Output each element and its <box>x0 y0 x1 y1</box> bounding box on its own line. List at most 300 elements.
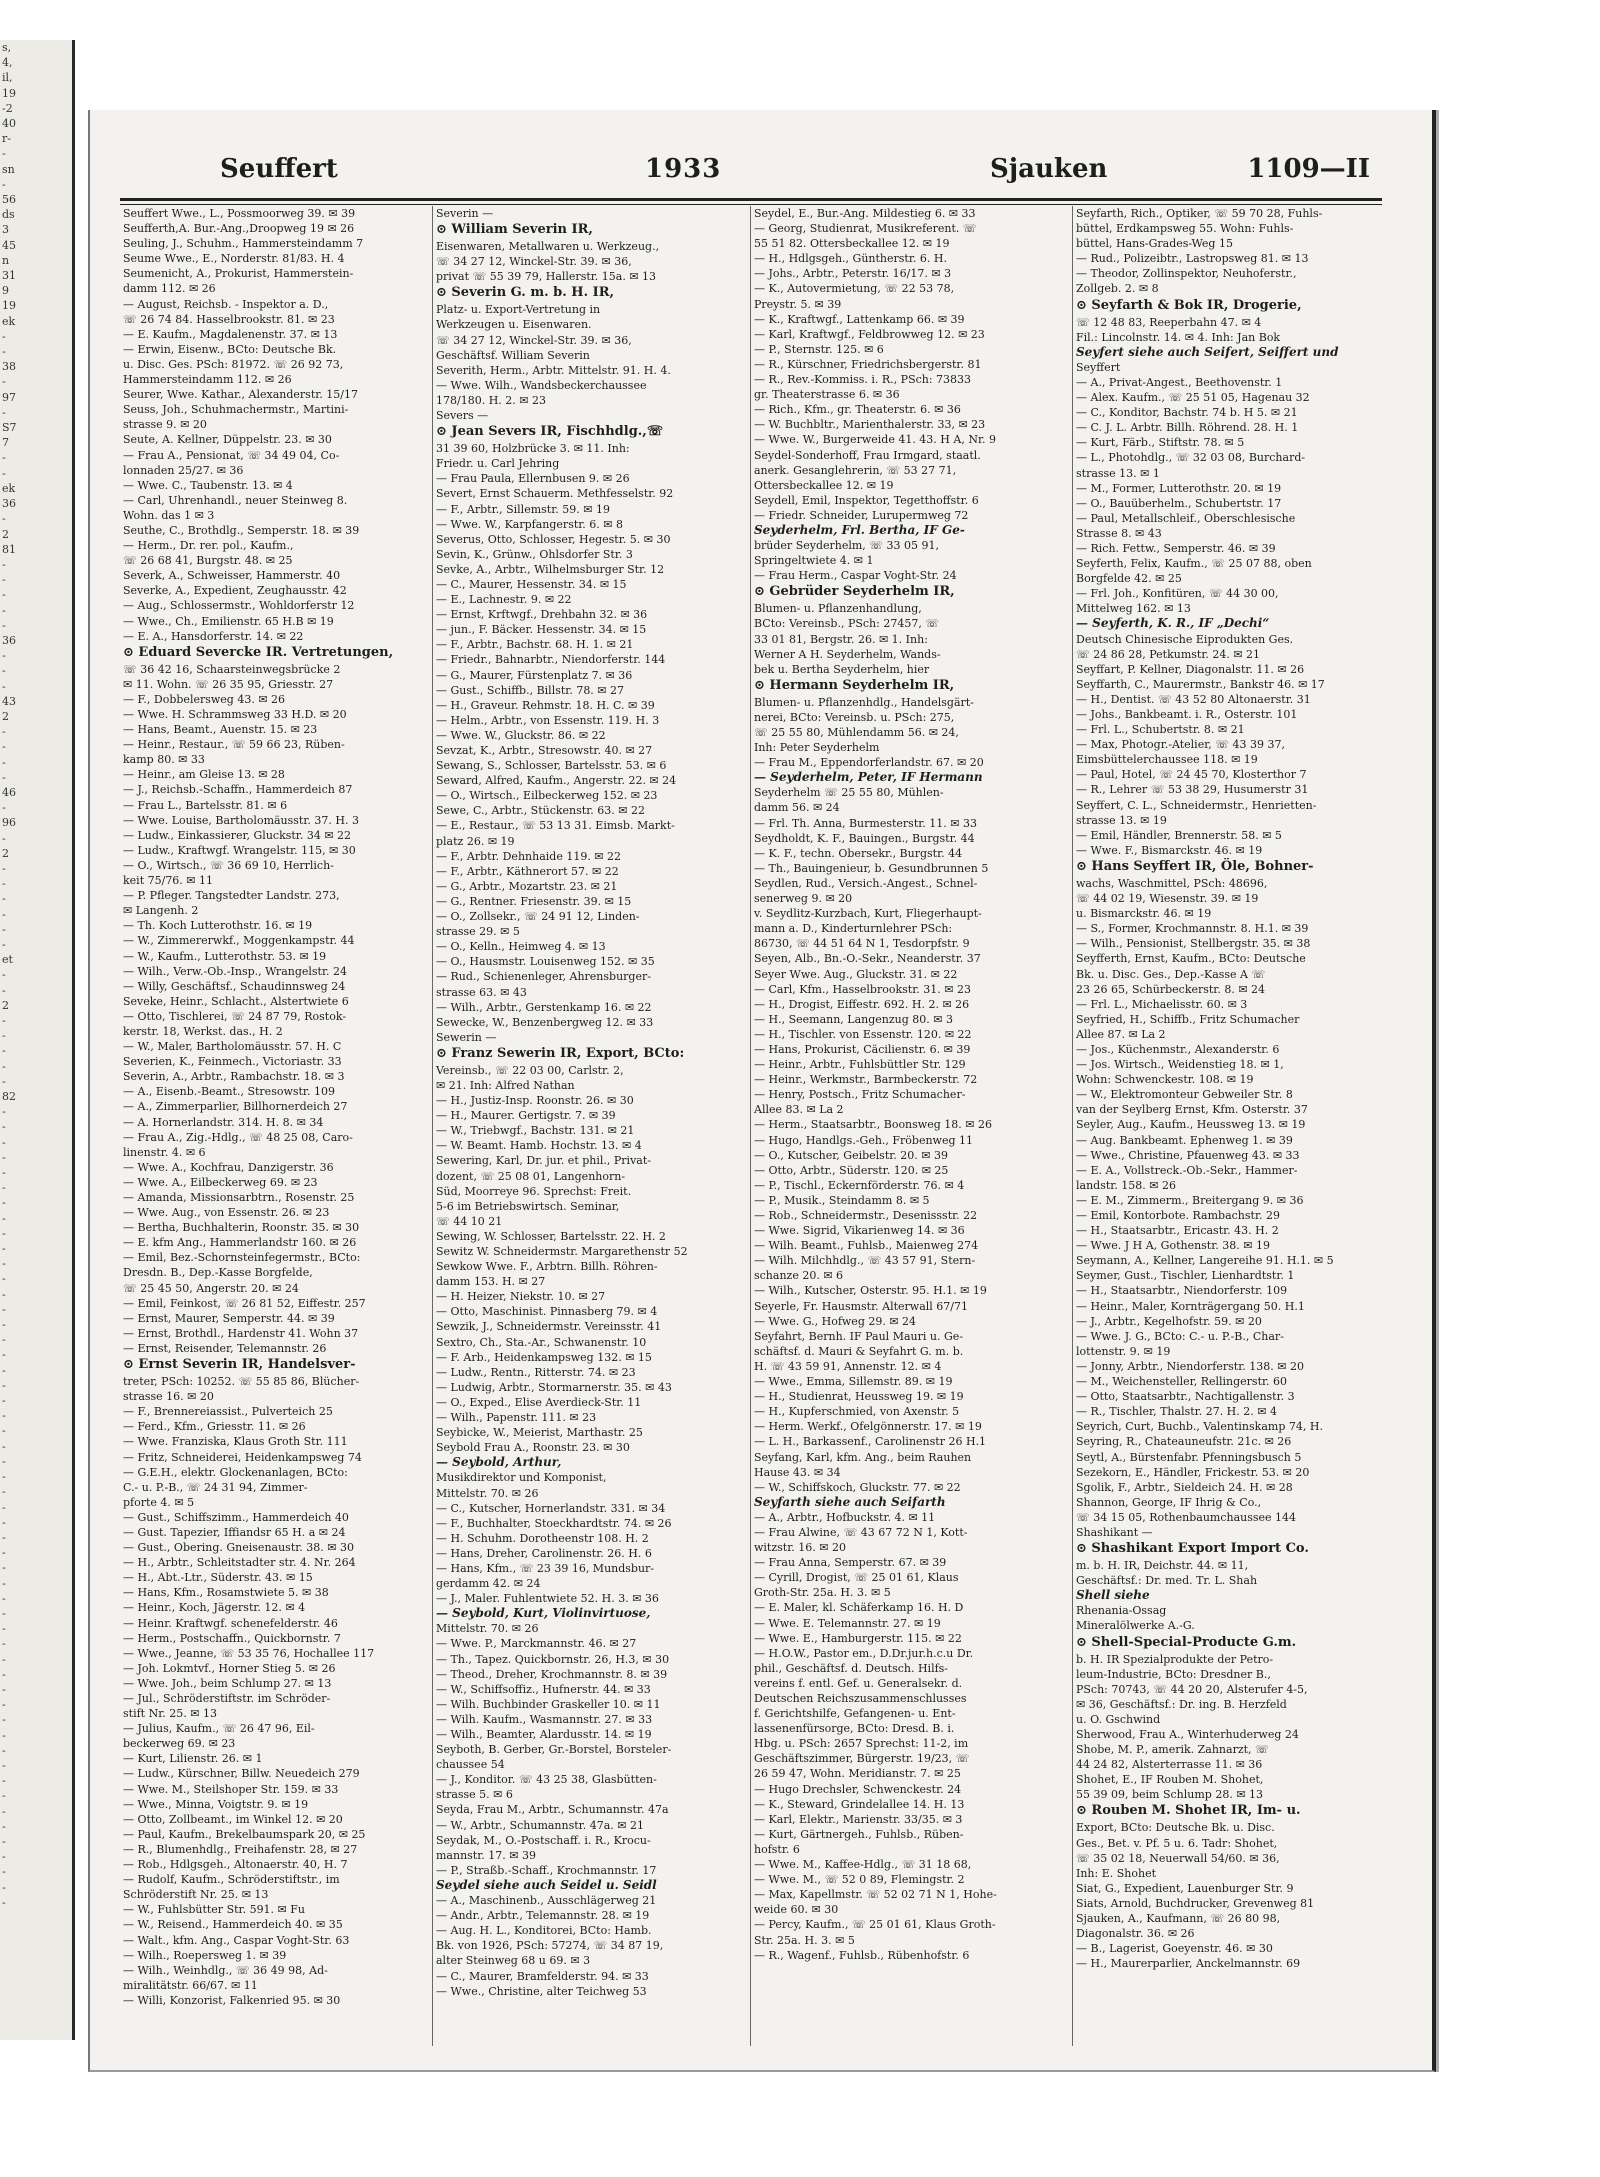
directory-entry: Str. 25a. H. 3. ✉ 5 <box>754 1933 855 1947</box>
directory-entry: — W., Triebwgf., Bachstr. 131. ✉ 21 <box>436 1124 635 1138</box>
previous-page-fragment: - <box>2 177 6 191</box>
previous-page-fragment: - <box>2 1059 6 1073</box>
directory-entry: — Ernst, Maurer, Semperstr. 44. ✉ 39 <box>123 1311 335 1325</box>
directory-entry: — Wwe., Minna, Voigtstr. 9. ✉ 19 <box>123 1797 309 1811</box>
previous-page-fragment: - <box>2 1637 6 1651</box>
previous-page-fragment: - <box>2 405 6 419</box>
directory-entry: — Frau L., Bartelsstr. 81. ✉ 6 <box>123 798 288 812</box>
directory-entry: — Th., Tapez. Quickbornstr. 26, H.3, ✉ 30 <box>436 1652 670 1666</box>
directory-entry: — O., Hausmstr. Louisenweg 152. ✉ 35 <box>436 955 655 969</box>
directory-entry: — E. A., Hansdorferstr. 14. ✉ 22 <box>123 629 304 643</box>
directory-entry: ☏ 44 10 21 <box>436 1214 503 1228</box>
directory-entry: — Wwe. W., Gluckstr. 86. ✉ 22 <box>436 728 606 742</box>
directory-entry: — W., Schiffskoch, Gluckstr. 77. ✉ 22 <box>754 1480 961 1494</box>
directory-entry: Seyler, Aug., Kaufm., Heussweg 13. ✉ 19 <box>1076 1118 1306 1132</box>
directory-entry: — J., Maler. Fuhlentwiete 52. H. 3. ✉ 36 <box>436 1592 659 1606</box>
directory-entry: Sewecke, W., Benzenbergweg 12. ✉ 33 <box>436 1015 654 1029</box>
directory-entry: — Wwe. Wilh., Wandsbeckerchaussee <box>436 378 647 392</box>
directory-entry: — Ernst, Krftwgf., Drehbahn 32. ✉ 36 <box>436 608 648 622</box>
directory-entry: Allee 83. ✉ La 2 <box>754 1103 844 1117</box>
directory-entry: — Wwe. C., Taubenstr. 13. ✉ 4 <box>123 478 293 492</box>
directory-entry: — Wwe. M., Kaffee-Hdlg., ☏ 31 18 68, <box>754 1858 972 1872</box>
directory-entry: ⊙ Jean Severs IR, Fischhdlg.,☏ <box>436 424 664 440</box>
directory-entry: — O., Wirtsch., ☏ 36 69 10, Herrlich- <box>123 858 334 872</box>
directory-entry: — Wwe. E., Hamburgerstr. 115. ✉ 22 <box>754 1631 962 1645</box>
directory-entry: ⊙ Seyfarth & Bok IR, Drogerie, <box>1076 297 1302 313</box>
previous-page-fragment: - <box>2 1850 6 1864</box>
directory-entry: — H., Studienrat, Heussweg 19. ✉ 19 <box>754 1390 964 1404</box>
previous-page-fragment: - <box>2 1606 6 1620</box>
directory-entry: — F., Dobbelersweg 43. ✉ 26 <box>123 692 286 706</box>
header-first-entry: Seuffert <box>220 154 338 184</box>
directory-entry: — P., Straßb.-Schaff., Krochmannstr. 17 <box>436 1863 657 1877</box>
directory-entry: — Wilh., Weinhdlg., ☏ 36 49 98, Ad- <box>123 1963 328 1977</box>
directory-entry: Wohn: Schwenckestr. 108. ✉ 19 <box>1076 1073 1254 1087</box>
previous-page-fragment: - <box>2 451 6 465</box>
directory-entry: — Kurt, Gärtnergeh., Fuhlsb., Rüben- <box>754 1827 964 1841</box>
directory-entry: — Georg, Studienrat, Musikreferent. ☏ <box>754 222 977 236</box>
directory-entry: — F., Arbtr. Dehnhaide 119. ✉ 22 <box>436 849 622 863</box>
directory-entry: Sewang, S., Schlosser, Bartelsstr. 53. ✉ 6 <box>436 759 667 773</box>
directory-entry: — W., Kaufm., Lutterothstr. 53. ✉ 19 <box>123 949 327 963</box>
directory-entry: — W., Zimmererwkf., Moggenkampstr. 44 <box>123 934 355 948</box>
previous-page-fragment: 45 <box>2 238 16 252</box>
directory-entry: — Kurt, Lilienstr. 26. ✉ 1 <box>123 1752 263 1766</box>
previous-page-fragment: - <box>2 1500 6 1514</box>
previous-page-fragment: - <box>2 1485 6 1499</box>
directory-entry: — Frau Herm., Caspar Voght-Str. 24 <box>754 569 957 583</box>
previous-page-fragment: - <box>2 1333 6 1347</box>
directory-entry: — P. Pfleger. Tangstedter Landstr. 273, <box>123 889 340 903</box>
directory-entry: Seyring, R., Chateauneufstr. 21c. ✉ 26 <box>1076 1435 1292 1449</box>
directory-entry: — P., Musik., Steindamm 8. ✉ 5 <box>754 1193 930 1207</box>
directory-entry: — Frl. L., Michaelisstr. 60. ✉ 3 <box>1076 997 1248 1011</box>
directory-entry: — Ludw., Kürschner, Billw. Neuedeich 279 <box>123 1767 360 1781</box>
directory-entry: — Wilh., Beamter, Alardusstr. 14. ✉ 19 <box>436 1728 652 1741</box>
directory-entry: — Gust., Schiffb., Billstr. 78. ✉ 27 <box>436 683 625 697</box>
directory-entry: Seyfarth siehe auch Seifarth <box>754 1494 946 1509</box>
directory-entry: C.- u. P.-B., ☏ 24 31 94, Zimmer- <box>123 1480 308 1494</box>
previous-page-fragment: - <box>2 1743 6 1757</box>
directory-entry: beckerweg 69. ✉ 23 <box>123 1737 236 1751</box>
previous-page-fragment: - <box>2 1211 6 1225</box>
directory-entry: ⊙ Severin G. m. b. H. IR, <box>436 285 615 301</box>
directory-entry: v. Seydlitz-Kurzbach, Kurt, Fliegerhaupt- <box>754 907 982 921</box>
previous-page-fragment: - <box>2 649 6 663</box>
previous-page-fragment: - <box>2 1014 6 1027</box>
directory-entry: — H., Dentist. ☏ 43 52 80 Altonaerstr. 31 <box>1076 692 1311 706</box>
directory-entry: Ottersbeckallee 12. ✉ 19 <box>754 478 894 492</box>
directory-entry: — Johs., Arbtr., Peterstr. 16/17. ✉ 3 <box>754 267 952 281</box>
previous-page-fragment: - <box>2 1424 6 1438</box>
column-2 <box>432 206 733 2046</box>
previous-page-fragment: 2 <box>2 527 9 541</box>
previous-page-fragment: - <box>2 1804 6 1818</box>
directory-entry: — Rob., Hdlgsgeh., Altonaerstr. 40, H. 7 <box>123 1858 348 1872</box>
directory-entry: Severk, A., Schweisser, Hammerstr. 40 <box>123 569 341 583</box>
directory-entry: — Th. Koch Lutterothstr. 16. ✉ 19 <box>123 919 313 933</box>
directory-entry: — Herm. Werkf., Ofelgönnerstr. 17. ✉ 19 <box>754 1420 982 1434</box>
directory-entry: schanze 20. ✉ 6 <box>754 1269 844 1283</box>
directory-entry: ⊙ William Severin IR, <box>436 222 593 238</box>
directory-entry: Sevin, K., Grünw., Ohlsdorfer Str. 3 <box>436 547 633 561</box>
directory-entry: Blumen- u. Pflanzenhandlung, <box>754 602 922 616</box>
previous-page-fragment: - <box>2 1394 6 1408</box>
directory-entry: — F., Arbtr., Sillemstr. 59. ✉ 19 <box>436 502 610 516</box>
directory-entry: — E. M., Zimmerm., Breitergang 9. ✉ 36 <box>1076 1193 1304 1207</box>
column-3 <box>750 206 1051 2046</box>
directory-entry: Seyboth, B. Gerber, Gr.-Borstel, Borsteler- <box>436 1743 672 1757</box>
directory-entry: — Wwe. E. Telemannstr. 27. ✉ 19 <box>754 1616 941 1630</box>
directory-entry: — Heinr., am Gleise 13. ✉ 28 <box>123 768 285 782</box>
directory-entry: — A., Arbtr., Hofbuckstr. 4. ✉ 11 <box>754 1510 936 1524</box>
directory-entry: Seydak, M., O.-Postschaff. i. R., Krocu- <box>436 1833 651 1847</box>
directory-entry: Shannon, George, IF Ihrig & Co., <box>1076 1495 1262 1509</box>
directory-entry: Sjauken, A., Kaufmann, ☏ 26 80 98, <box>1076 1912 1281 1926</box>
directory-entry: — Carl, Uhrenhandl., neuer Steinweg 8. <box>123 493 348 507</box>
previous-page-fragment: - <box>2 557 6 571</box>
directory-entry: — Friedr., Bahnarbtr., Niendorferstr. 144 <box>436 653 666 667</box>
directory-entry: — Wilh. Milchhdlg., ☏ 43 57 91, Stern- <box>754 1254 976 1268</box>
directory-entry: — Paul, Metallschleif., Oberschlesische <box>1076 511 1296 525</box>
directory-entry: — Heinr., Maler, Kornträgergang 50. H.1 <box>1076 1299 1305 1313</box>
directory-entry: — Ernst, Reisender, Telemannstr. 26 <box>123 1341 327 1355</box>
directory-entry: Seyffert, C. L., Schneidermstr., Henrietten- <box>1076 798 1317 812</box>
directory-entry: — Max, Photogr.-Atelier, ☏ 43 39 37, <box>1076 738 1285 752</box>
directory-entry: — Frl. Th. Anna, Burmesterstr. 11. ✉ 33 <box>754 816 977 830</box>
directory-entry: Seyer Wwe. Aug., Gluckstr. 31. ✉ 22 <box>754 967 958 981</box>
directory-entry: 26 59 47, Wohn. Meridianstr. 7. ✉ 25 <box>754 1767 961 1781</box>
directory-entry: — Frau M., Eppendorferlandstr. 67. ✉ 20 <box>754 756 984 770</box>
directory-entry: — Ernst, Brothdl., Hardenstr 41. Wohn 37 <box>123 1326 359 1340</box>
directory-entry: — Karl, Kraftwgf., Feldbrowweg 12. ✉ 23 <box>754 327 985 341</box>
directory-entry: — G., Arbtr., Mozartstr. 23. ✉ 21 <box>436 879 618 893</box>
directory-entry: — G.E.H., elektr. Glockenanlagen, BCto: <box>123 1465 348 1479</box>
previous-page-fragment: - <box>2 1774 6 1788</box>
directory-entry: — Jul., Schröderstiftstr. im Schröder- <box>123 1692 331 1705</box>
directory-entry: lassenenfürsorge, BCto: Dresd. B. i. <box>754 1722 955 1736</box>
directory-entry: — H.O.W., Pastor em., D.Dr.jur.h.c.u Dr. <box>754 1646 974 1660</box>
directory-entry: — F., Arbtr., Käthnerort 57. ✉ 22 <box>436 864 619 878</box>
directory-entry: — Wilh., Roepersweg 1. ✉ 39 <box>123 1948 287 1962</box>
directory-entry: ✉ Langenh. 2 <box>123 904 199 918</box>
previous-page-fragment: - <box>2 1515 6 1529</box>
directory-entry: — Julius, Kaufm., ☏ 26 47 96, Eil- <box>123 1722 315 1736</box>
directory-entry: — B., Lagerist, Goeyenstr. 46. ✉ 30 <box>1076 1942 1273 1956</box>
directory-entry: vereins f. entl. Gef. u. Generalsekr. d. <box>754 1676 963 1690</box>
directory-entry: — J., Arbtr., Kegelhofstr. 59. ✉ 20 <box>1076 1314 1262 1328</box>
directory-entry: — C., Maurer, Bramfelderstr. 94. ✉ 33 <box>436 1969 649 1983</box>
directory-entry: — L., Photohdlg., ☏ 32 03 08, Burchard- <box>1076 451 1306 465</box>
directory-entry: ☏ 26 68 41, Burgstr. 48. ✉ 25 <box>123 554 293 568</box>
directory-entry: — Seyderhelm, Peter, IF Hermann <box>754 770 983 785</box>
directory-entry: — Otto, Arbtr., Süderstr. 120. ✉ 25 <box>754 1163 949 1177</box>
previous-page-fragment: - <box>2 1257 6 1271</box>
directory-entry: büttel, Erdkampsweg 55. Wohn: Fuhls- <box>1076 222 1294 236</box>
directory-entry: — C., Konditor, Bachstr. 74 b. H 5. ✉ 21 <box>1076 406 1298 420</box>
directory-entry: Sherwood, Frau A., Winterhuderweg 24 <box>1076 1728 1299 1741</box>
previous-page-fragment: - <box>2 1865 6 1879</box>
directory-entry: — C., Maurer, Hessenstr. 34. ✉ 15 <box>436 577 627 591</box>
directory-entry: — Wwe., Emma, Sillemstr. 89. ✉ 19 <box>754 1375 953 1389</box>
directory-entry: Seyffarth, C., Maurermstr., Bankstr 46. ✉ 17 <box>1076 677 1325 691</box>
directory-entry: — O., Wirtsch., Eilbeckerweg 152. ✉ 23 <box>436 789 658 803</box>
directory-entry: Werner A H. Seyderhelm, Wands- <box>754 647 941 661</box>
previous-page-fragment: - <box>2 1302 6 1316</box>
directory-entry: Preystr. 5. ✉ 39 <box>754 297 842 311</box>
directory-entry: leum-Industrie, BCto: Dresdner B., <box>1076 1667 1271 1681</box>
directory-entry: nerei, BCto: Vereinsb. u. PSch: 275, <box>754 710 955 724</box>
directory-entry: Eimsbüttelerchaussee 118. ✉ 19 <box>1076 753 1258 767</box>
column-4 <box>1072 206 1373 2046</box>
directory-entry: — J., Konditor. ☏ 43 25 38, Glasbütten- <box>436 1773 657 1787</box>
previous-page-fragment: - <box>2 618 6 632</box>
directory-entry: lonnaden 25/27. ✉ 36 <box>123 463 244 477</box>
previous-page-fragment: - <box>2 740 6 754</box>
previous-page-fragment: - <box>2 937 6 951</box>
directory-entry: — Wilh., Pensionist, Stellbergstr. 35. ✉ 38 <box>1076 937 1311 951</box>
directory-entry: Seward, Alfred, Kaufm., Angerstr. 22. ✉ 24 <box>436 774 677 788</box>
directory-entry: — R., Lehrer ☏ 53 38 29, Husumerstr 31 <box>1076 783 1309 797</box>
directory-entry: — E. kfm Ang., Hammerlandstr 160. ✉ 26 <box>123 1236 357 1250</box>
previous-page-fragment: - <box>2 1378 6 1392</box>
directory-entry: gerdamm 42. ✉ 24 <box>436 1577 541 1591</box>
directory-entry: — Frl. Joh., Konfitüren, ☏ 44 30 00, <box>1076 587 1279 601</box>
directory-entry: Seydel-Sonderhoff, Frau Irmgard, staatl. <box>754 448 981 462</box>
directory-entry: — M., Former, Lutterothstr. 20. ✉ 19 <box>1076 481 1282 495</box>
directory-entry: Shobe, M. P., amerik. Zahnarzt, ☏ <box>1076 1743 1269 1757</box>
previous-page-fragment: - <box>2 861 6 875</box>
previous-page-fragment: - <box>2 588 6 602</box>
directory-entry: — Aug., Schlossermstr., Wohldorferstr 12 <box>123 599 355 613</box>
directory-entry: mann a. D., Kinderturnlehrer PSch: <box>754 922 953 936</box>
previous-page-fragment: - <box>2 1074 6 1088</box>
directory-entry: Siats, Arnold, Buchdrucker, Grevenweg 81 <box>1076 1896 1315 1910</box>
directory-entry: — Wwe., Jeanne, ☏ 53 35 76, Hochallee 117 <box>123 1646 375 1660</box>
directory-entry: ⊙ Gebrüder Seyderhelm IR, <box>754 584 955 600</box>
directory-entry: treter, PSch: 10252. ☏ 55 85 86, Blücher- <box>123 1375 360 1389</box>
directory-entry: Sewe, C., Arbtr., Stückenstr. 63. ✉ 22 <box>436 804 645 818</box>
directory-entry: Dresdn. B., Dep.-Kasse Borgfelde, <box>123 1266 313 1280</box>
directory-entry: — Hugo Drechsler, Schwenckestr. 24 <box>754 1782 962 1796</box>
directory-entry: — Friedr. Schneider, Lurupermweg 72 <box>754 508 969 522</box>
directory-entry: — Heinr., Arbtr., Fuhlsbüttler Str. 129 <box>754 1058 966 1072</box>
directory-entry: — W. Beamt. Hamb. Hochstr. 13. ✉ 4 <box>436 1139 642 1153</box>
directory-entry: — Hans, Beamt., Auenstr. 15. ✉ 23 <box>123 723 318 737</box>
directory-entry: Severke, A., Expedient, Zeughausstr. 42 <box>123 584 347 598</box>
previous-page-fragment: - <box>2 1105 6 1119</box>
directory-entry: — O., Kutscher, Geibelstr. 20. ✉ 39 <box>754 1148 948 1162</box>
previous-page-fragment: - <box>2 603 6 617</box>
directory-entry: — Jos. Wirtsch., Weidenstieg 18. ✉ 1, <box>1076 1058 1284 1072</box>
previous-page-fragment: - <box>2 1622 6 1636</box>
directory-entry: ☏ 24 86 28, Petkumstr. 24. ✉ 21 <box>1076 647 1261 661</box>
directory-entry: Seurer, Wwe. Kathar., Alexanderstr. 15/17 <box>123 388 358 402</box>
directory-entry: strasse 5. ✉ 6 <box>436 1788 513 1802</box>
directory-entry: Seyen, Alb., Bn.-O.-Sekr., Neanderstr. 37 <box>754 952 981 966</box>
directory-entry: 44 24 82, Alsterterrasse 11. ✉ 36 <box>1076 1758 1263 1772</box>
directory-entry: — Ludw., Rentn., Ritterstr. 74. ✉ 23 <box>436 1365 636 1379</box>
directory-entry: — Gust., Obering. Gneisenaustr. 38. ✉ 30 <box>123 1541 354 1555</box>
previous-page-fragment: - <box>2 1758 6 1772</box>
directory-entry: — A., Eisenb.-Beamt., Stresowstr. 109 <box>123 1085 335 1099</box>
directory-entry: mannstr. 17. ✉ 39 <box>436 1848 536 1862</box>
directory-entry: — Frl. L., Schubertstr. 8. ✉ 21 <box>1076 723 1245 737</box>
previous-page-fragment: - <box>2 1044 6 1058</box>
directory-entry: — Hans, Kfm., Rosamstwiete 5. ✉ 38 <box>123 1586 329 1600</box>
previous-page-fragment: n <box>2 253 10 267</box>
previous-page-fragment: 43 <box>2 694 16 708</box>
directory-entry: Severs — <box>436 409 489 423</box>
directory-entry: — H., Justiz-Insp. Roonstr. 26. ✉ 30 <box>436 1094 634 1108</box>
directory-entry: — Otto, Staatsarbtr., Nachtigallenstr. 3 <box>1076 1390 1295 1404</box>
directory-entry: — W., Elektromonteur Gebweiler Str. 8 <box>1076 1088 1293 1102</box>
directory-entry: Severin, A., Arbtr., Rambachstr. 18. ✉ 3 <box>123 1070 345 1084</box>
previous-page-fragment: - <box>2 1728 6 1742</box>
directory-entry: Allee 87. ✉ La 2 <box>1076 1027 1166 1041</box>
directory-entry: — E., Lachnestr. 9. ✉ 22 <box>436 593 572 607</box>
directory-entry: 178/180. H. 2. ✉ 23 <box>436 393 546 407</box>
previous-page-fragment: - <box>2 983 6 997</box>
directory-entry: Seyfang, Karl, kfm. Ang., beim Rauhen <box>754 1450 972 1464</box>
directory-entry: — Ludw., Einkassierer, Gluckstr. 34 ✉ 22 <box>123 828 352 842</box>
directory-entry: — W., Maler, Bartholomäusstr. 57. H. C <box>123 1040 342 1054</box>
directory-entry: Export, BCto: Deutsche Bk. u. Disc. <box>1076 1821 1275 1835</box>
previous-page-fragment: - <box>2 907 6 921</box>
directory-entry: Sewkow Wwe. F., Arbtrn. Billh. Röhren- <box>436 1260 658 1274</box>
directory-entry: pforte 4. ✉ 5 <box>123 1495 195 1509</box>
directory-entry: Seydell, Emil, Inspektor, Tegetthoffstr. 6 <box>754 493 979 507</box>
directory-entry: witzstr. 16. ✉ 20 <box>754 1541 846 1555</box>
directory-entry: damm 56. ✉ 24 <box>754 801 840 815</box>
directory-entry: — Wwe. Sigrid, Vikarienweg 14. ✉ 36 <box>754 1224 965 1238</box>
directory-entry: — Wwe. F., Bismarckstr. 46. ✉ 19 <box>1076 843 1263 857</box>
directory-entry: Bk. u. Disc. Ges., Dep.-Kasse A ☏ <box>1076 967 1266 981</box>
directory-entry: — K., Autovermietung, ☏ 22 53 78, <box>754 282 955 296</box>
directory-entry: Springeltwiete 4. ✉ 1 <box>754 554 874 568</box>
previous-page-fragment: ek <box>2 314 16 328</box>
directory-entry: — Emil, Händler, Brennerstr. 58. ✉ 5 <box>1076 828 1282 842</box>
directory-entry: — Jonny, Arbtr., Niendorferstr. 138. ✉ 20 <box>1076 1359 1304 1373</box>
directory-entry: schäftsf. d. Mauri & Seyfahrt G. m. b. <box>754 1344 964 1358</box>
previous-page-fragment: 96 <box>2 816 16 830</box>
directory-entry: — R., Rev.-Kommiss. i. R., PSch: 73833 <box>754 373 972 387</box>
previous-page-fragment: - <box>2 922 6 936</box>
directory-entry: BCto: Vereinsb., PSch: 27457, ☏ <box>754 617 940 631</box>
directory-entry: Seydlen, Rud., Versich.-Angest., Schnel- <box>754 876 978 890</box>
directory-entry: ☏ 36 42 16, Schaarsteinwegsbrücke 2 <box>123 662 341 676</box>
directory-entry: — Rob., Schneidermstr., Desenissstr. 22 <box>754 1209 978 1222</box>
previous-page-fragment: 82 <box>2 1090 16 1104</box>
previous-page-fragment: - <box>2 147 6 161</box>
directory-entry: Süd, Moorreye 96. Sprechst: Freit. <box>436 1184 632 1198</box>
page-header <box>120 154 1370 194</box>
directory-entry: — H., Abt.-Ltr., Süderstr. 43. ✉ 15 <box>123 1571 313 1585</box>
directory-entry: Ges., Bet. v. Pf. 5 u. 6. Tadr: Shohet, <box>1076 1836 1278 1850</box>
directory-entry: damm 153. H. ✉ 27 <box>436 1275 546 1289</box>
previous-page-fragment: - <box>2 1409 6 1423</box>
directory-entry: Schröderstift Nr. 25. ✉ 13 <box>123 1888 269 1902</box>
previous-page-fragment: - <box>2 1834 6 1848</box>
directory-entry: ⊙ Ernst Severin IR, Handelsver- <box>123 1357 356 1373</box>
directory-entry: lottenstr. 9. ✉ 19 <box>1076 1344 1171 1358</box>
previous-page-fragment: - <box>2 1150 6 1164</box>
directory-entry: Sewzik, J., Schneidermstr. Vereinsstr. 41 <box>436 1320 662 1334</box>
directory-entry: 33 01 81, Bergstr. 26. ✉ 1. Inh: <box>754 632 928 646</box>
directory-entry: Seyfarth, Rich., Optiker, ☏ 59 70 28, Fuhls- <box>1076 207 1323 220</box>
directory-entry: — R., Tischler, Thalstr. 27. H. 2. ✉ 4 <box>1076 1405 1277 1419</box>
directory-entry: Bk. von 1926, PSch: 57274, ☏ 34 87 19, <box>436 1939 664 1953</box>
directory-entry: Mineralölwerke A.-G. <box>1076 1619 1195 1633</box>
previous-page-fragment: 46 <box>2 785 16 799</box>
previous-page-fragment: il, <box>2 71 13 85</box>
directory-entry: — Hans, Kfm., ☏ 23 39 16, Mundsbur- <box>436 1561 655 1575</box>
previous-page-fragment: 7 <box>2 436 9 450</box>
directory-entry: — Wwe., Ch., Emilienstr. 65 H.B ✉ 19 <box>123 614 334 628</box>
directory-entry: hofstr. 6 <box>754 1842 800 1856</box>
directory-entry: — L. H., Barkassenf., Carolinenstr 26 H.1 <box>754 1435 987 1449</box>
directory-entry: — F., Arbtr., Bachstr. 68. H. 1. ✉ 21 <box>436 638 634 652</box>
directory-entry: u. Disc. Ges. PSch: 81972. ☏ 26 92 73, <box>123 357 344 371</box>
directory-entry: Seydel, E., Bur.-Ang. Mildestieg 6. ✉ 33 <box>754 207 976 220</box>
previous-page-fragment: - <box>2 801 6 815</box>
previous-page-fragment: - <box>2 1713 6 1727</box>
directory-entry: — G., Maurer, Fürstenplatz 7. ✉ 36 <box>436 668 633 682</box>
directory-entry: ⊙ Franz Sewerin IR, Export, BCto: <box>436 1045 685 1061</box>
previous-page-fragment: - <box>2 831 6 845</box>
directory-entry: — Joh. Lokmtvf., Horner Stieg 5. ✉ 26 <box>123 1661 336 1675</box>
directory-entry: — P., Sternstr. 125. ✉ 6 <box>754 342 884 356</box>
directory-entry: Geschäftsf. William Severin <box>436 348 590 362</box>
previous-page-fragment: - <box>2 466 6 480</box>
previous-page-fragment: - <box>2 1287 6 1301</box>
previous-page-fragment: 2 <box>2 846 9 860</box>
directory-entry: — W., Fuhlsbütter Str. 591. ✉ Fu <box>123 1903 305 1917</box>
directory-entry: — jun., F. Bäcker. Hessenstr. 34. ✉ 15 <box>436 623 647 637</box>
directory-entry: — Wilh. Buchbinder Graskeller 10. ✉ 11 <box>436 1697 661 1711</box>
directory-entry: — O., Bauüberhelm., Schubertstr. 17 <box>1076 496 1282 510</box>
directory-entry: Seume Wwe., E., Norderstr. 81/83. H. 4 <box>123 252 345 266</box>
directory-entry: — Herm., Postschaffn., Quickbornstr. 7 <box>123 1631 341 1645</box>
directory-entry: Seyffart, P. Kellner, Diagonalstr. 11. ✉ 26 <box>1076 662 1305 676</box>
directory-entry: ⊙ Hans Seyffert IR, Öle, Bohner- <box>1076 858 1314 874</box>
directory-entry: ⊙ Hermann Seyderhelm IR, <box>754 677 955 693</box>
previous-page-fragment: - <box>2 1348 6 1362</box>
previous-page-fragment: ek <box>2 481 16 495</box>
directory-entry: Severin — <box>436 207 494 220</box>
directory-entry: Seyfferth, Ernst, Kaufm., BCto: Deutsche <box>1076 952 1306 966</box>
directory-entry: — Seyferth, K. R., IF „Dechi“ <box>1076 616 1270 631</box>
directory-entry: weide 60. ✉ 30 <box>754 1903 839 1917</box>
previous-page-fragment: - <box>2 1530 6 1544</box>
directory-entry: Hammersteindamm 112. ✉ 26 <box>123 373 292 387</box>
previous-page-fragment: 4, <box>2 56 13 70</box>
directory-entry: — Wwe. Aug., von Essenstr. 26. ✉ 23 <box>123 1206 330 1220</box>
directory-entry: Seuling, J., Schuhm., Hammersteindamm 7 <box>123 237 364 251</box>
previous-page-fragment: - <box>2 1196 6 1210</box>
previous-page-fragment: - <box>2 679 6 693</box>
directory-entry: — Seybold, Kurt, Violinvirtuose, <box>436 1606 651 1621</box>
directory-entry: — Wwe. A., Eilbeckerweg 69. ✉ 23 <box>123 1175 318 1189</box>
directory-entry: miralitätstr. 66/67. ✉ 11 <box>123 1978 258 1992</box>
directory-entry: Seymann, A., Kellner, Langereihe 91. H.1. ✉ 5 <box>1076 1254 1334 1268</box>
directory-entry: — Seybold, Arthur, <box>436 1455 562 1470</box>
directory-entry: — Wwe. G., Hofweg 29. ✉ 24 <box>754 1314 917 1328</box>
directory-entry: Seyderhelm ☏ 25 55 80, Mühlen- <box>754 786 944 800</box>
column-1 <box>120 206 420 2046</box>
directory-entry: — Wilh., Papenstr. 111. ✉ 23 <box>436 1411 597 1425</box>
directory-entry: ☏ 34 27 12, Winckel-Str. 39. ✉ 36, <box>436 333 632 347</box>
